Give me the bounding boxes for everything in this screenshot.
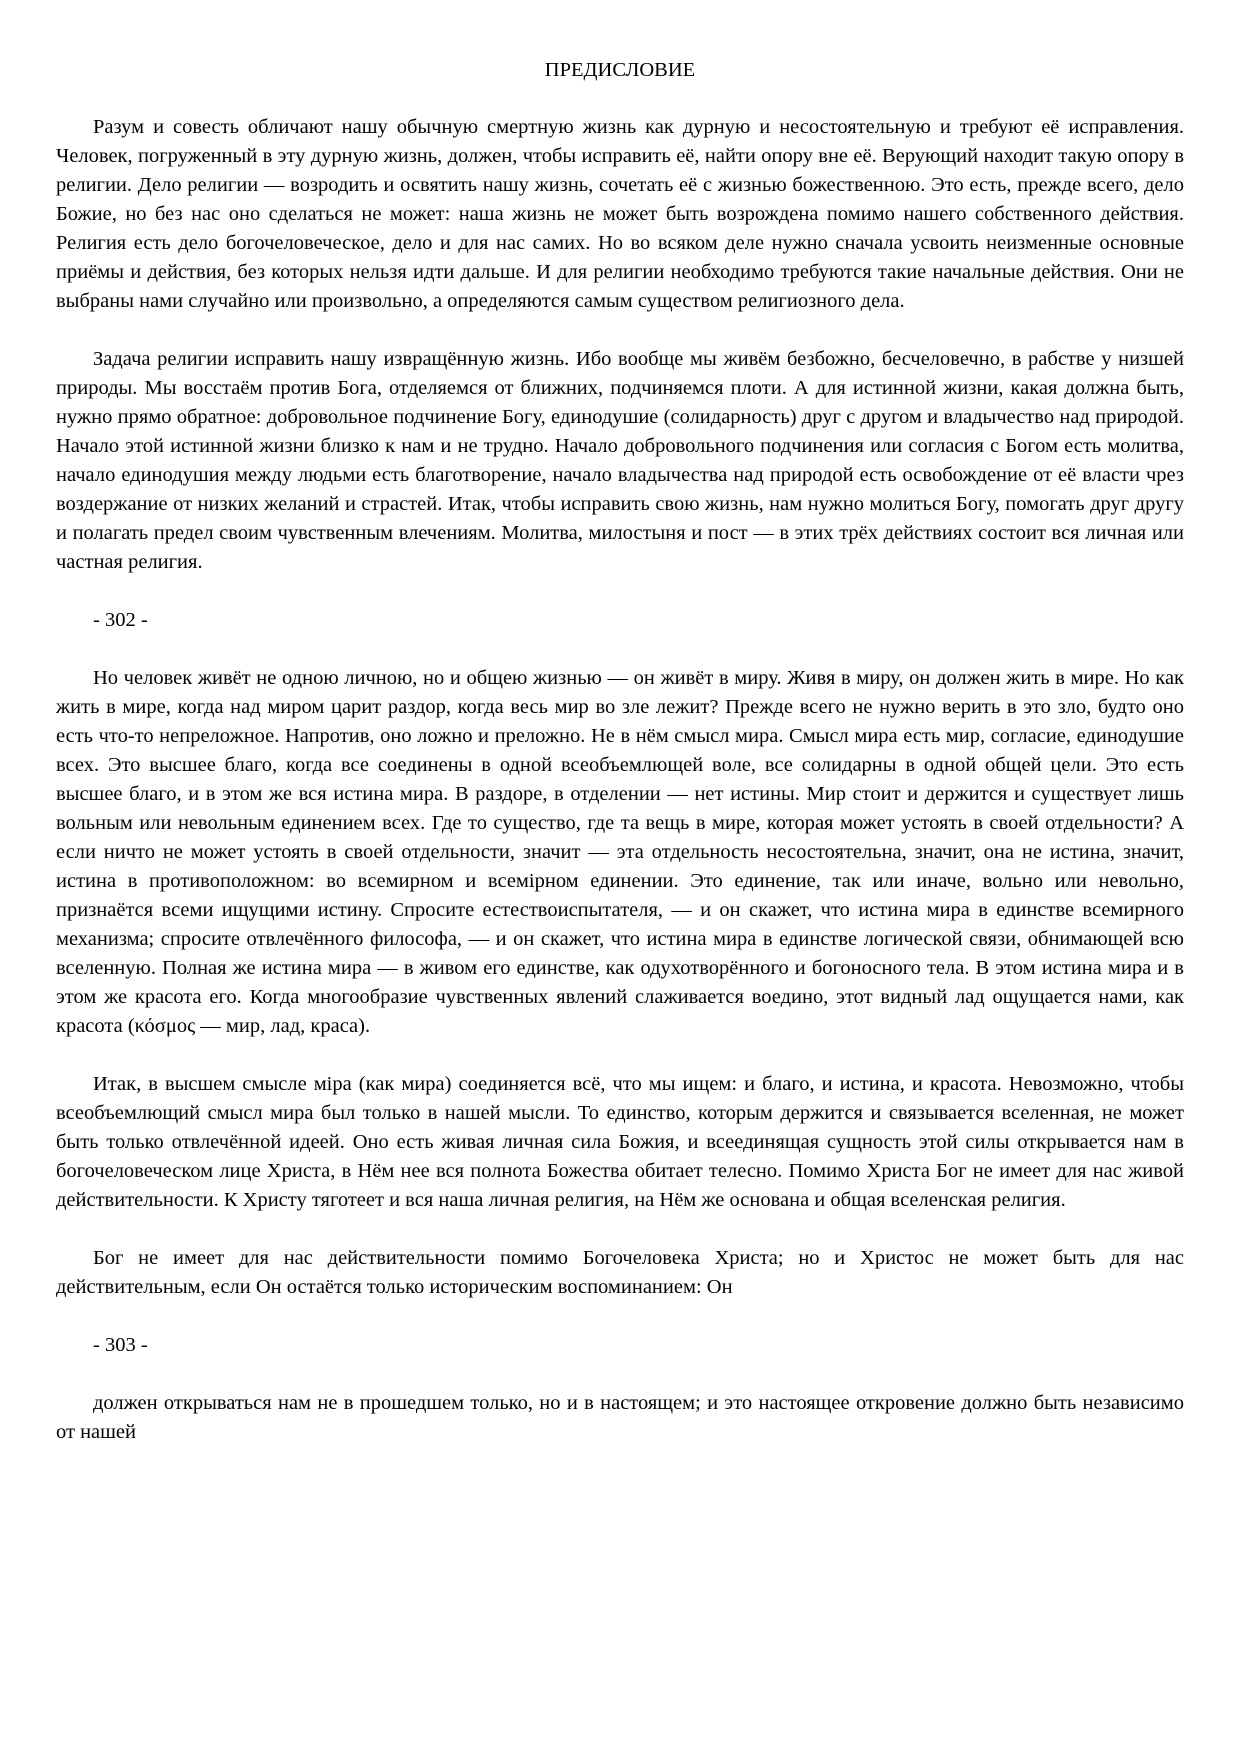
page-number-302: - 302 - — [93, 609, 148, 631]
page-number-303: - 303 - — [93, 1334, 148, 1356]
paragraph-4: Итак, в высшем смысле мiра (как мира) соединяется всё, что мы ищем: и благо, и истина, и красота. Невозможно, чтобы всеобъемлющий смысл мира был только в нашей мысли. То единство, которым держится и связывается вселенная, не может быть только отвлечённой идеей. Оно есть живая личная сила Божия, и всеединящая сущность этой силы открывается нам в богочеловеческом лице Христа, в Нём нее вся полнота Божества обитает телесно. Помимо Христа Бог не имеет для нас живой действительности. К Христу тяготеет и вся наша личная религия, на Нём же основана и общая вселенская религия. — [56, 1073, 1184, 1211]
paragraph-5: Бог не имеет для нас действительности помимо Богочеловека Христа; но и Христос не может быть для нас действительным, если Он остаётся только историческим воспоминанием: Он — [56, 1247, 1184, 1298]
paragraph-6: должен открываться нам не в прошедшем только, но и в настоящем; и это настоящее откровение должно быть независимо от нашей — [56, 1392, 1184, 1443]
paragraph-3: Но человек живёт не одною личною, но и общею жизнью — он живёт в миру. Живя в миру, он должен жить в мире. Но как жить в мире, когда над миром царит раздор, когда весь мир во зле лежит? Прежде всего не нужно верить в это зло, будто оно есть что-то непреложное. Напротив, оно ложно и преложно. Не в нём смысл мира. Смысл мира есть мир, согласие, единодушие всех. Это высшее благо, когда все соединены в одной всеобъемлющей воле, все солидарны в одной общей цели. Это есть высшее благо, и в этом же вся истина мира. В раздоре, в отделении — нет истины. Мир стоит и держится и существует лишь вольным или невольным единением всех. Где то существо, где та вещь в мире, которая может устоять в своей отдельности? А если ничто не может устоять в своей отдельности, значит — эта отдельность несостоятельна, значит, она не истина, значит, истина в противоположном: во всемирном и всемiрном единении. Это единение, так или иначе, вольно или невольно, признаётся всеми ищущими истину. Спросите естествоиспытателя, — и он скажет, что истина мира в единстве всемирного механизма; спросите отвлечённого философа, — и он скажет, что истина мира в единстве логической связи, обнимающей всю вселенную. Полная же истина мира — в живом его единстве, как одухотворённого и богоносного тела. В этом истина мира и в этом же красота его. Когда многообразие чувственных явлений слаживается воедино, этот видный лад ощущается нами, как красота (κόσμος — мир, лад, краса). — [56, 667, 1184, 1037]
page-title: ПРЕДИСЛОВИЕ — [544, 59, 696, 81]
paragraph-2: Задача религии исправить нашу извращённую жизнь. Ибо вообще мы живём безбожно, бесчеловечно, в рабстве у низшей природы. Мы восстаём против Бога, отделяемся от ближних, подчиняемся плоти. А для истинной жизни, какая должна быть, нужно прямо обратное: добровольное подчинение Богу, единодушие (солидарность) друг с другом и владычество над природой. Начало этой истинной жизни близко к нам и не трудно. Начало добровольного подчинения или согласия с Богом есть молитва, начало единодушия между людьми есть благотворение, начало владычества над природой есть освобождение от её власти чрез воздержание от низких желаний и страстей. Итак, чтобы исправить свою жизнь, нам нужно молиться Богу, помогать друг другу и полагать предел своим чувственным влечениям. Молитва, милостыня и пост — в этих трёх действиях состоит вся личная или частная религия. — [56, 348, 1184, 573]
paragraph-1: Разум и совесть обличают нашу обычную смертную жизнь как дурную и несостоятельную и требуют её исправления. Человек, погруженный в эту дурную жизнь, должен, чтобы исправить её, найти опору вне её. Верующий находит такую опору в религии. Дело религии — возродить и освятить нашу жизнь, сочетать её с жизнью божественною. Это есть, прежде всего, дело Божие, но без нас оно сделаться не может: наша жизнь не может быть возрождена помимо нашего собственного действия. Религия есть дело богочеловеческое, дело и для нас самих. Но во всяком деле нужно сначала усвоить неизменные основные приёмы и действия, без которых нельзя идти дальше. И для религии необходимо требуются такие начальные действия. Они не выбраны нами случайно или произвольно, а определяются самым существом религиозного дела. — [56, 116, 1184, 312]
